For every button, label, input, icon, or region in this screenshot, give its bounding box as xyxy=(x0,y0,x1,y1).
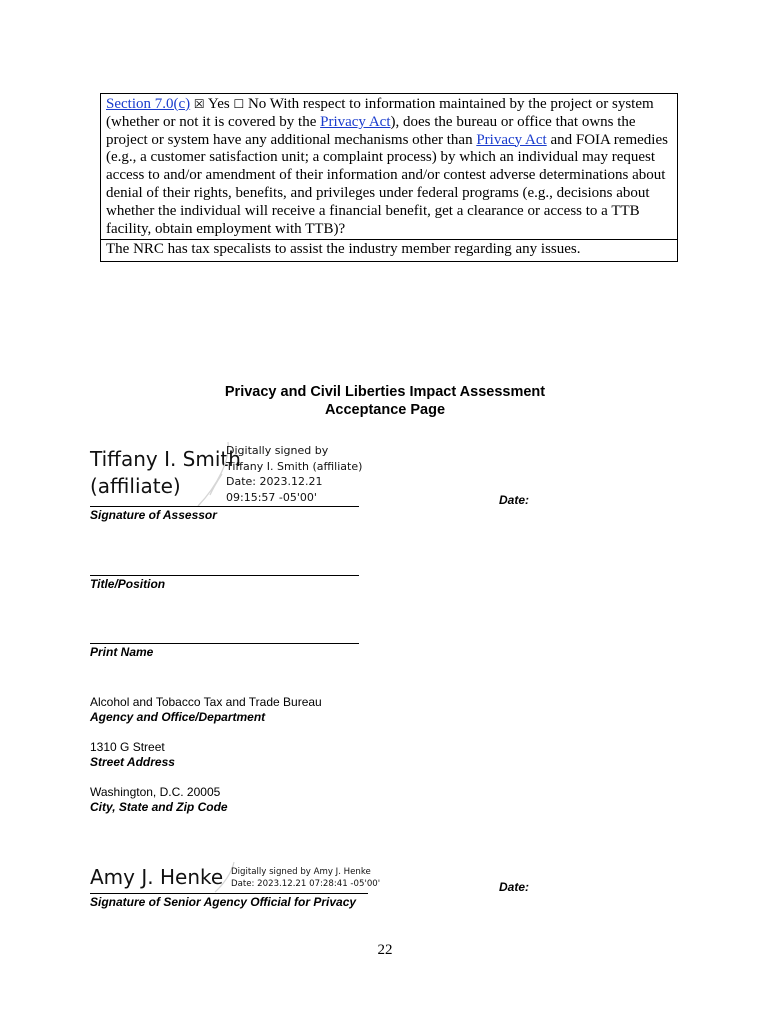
assessor-digital-signature-info xyxy=(226,443,362,505)
section-answer-cell: The NRC has tax specalists to assist the industry member regarding any issues. xyxy=(106,241,581,258)
section-7-0c-table xyxy=(100,93,678,262)
yes-label: Yes xyxy=(207,96,230,112)
privacy-act-link-2[interactable]: Privacy Act xyxy=(476,131,547,148)
street-caption: Street Address xyxy=(90,755,175,769)
official-date-label: Date: xyxy=(499,880,530,894)
page-number: 22 xyxy=(377,942,393,958)
city-value: Washington, D.C. 20005 xyxy=(90,785,221,799)
assessor-caption: Signature of Assessor xyxy=(90,508,217,522)
section-title-link[interactable]: Section 7.0(c) xyxy=(106,96,191,112)
official-signed-line-1: Digitally signed by Amy J. Henke xyxy=(231,867,371,877)
agency-value: Alcohol and Tobacco Tax and Trade Bureau xyxy=(90,695,322,709)
street-value: 1310 G Street xyxy=(90,740,165,754)
assessor-name-line-1: Tiffany I. Smith xyxy=(90,447,241,471)
page-heading xyxy=(0,383,770,419)
title-position-line xyxy=(90,575,359,576)
assessor-signed-line-2: Tiffany I. Smith (affiliate) xyxy=(226,459,363,473)
yes-checkbox[interactable]: ☒ xyxy=(193,97,205,111)
assessor-date-label: Date: xyxy=(499,493,530,507)
official-signer-name: Amy J. Henke xyxy=(90,865,224,889)
assessor-signature-line xyxy=(90,506,359,507)
assessor-name-line-2: (affiliate) xyxy=(90,474,181,498)
agency-caption: Agency and Office/Department xyxy=(90,710,266,724)
assessor-signed-line-3: Date: 2023.12.21 xyxy=(226,475,323,488)
question-text-2: ), does the bureau or office that owns the project or system have any additional mechanisms other than xyxy=(106,113,636,148)
official-digital-signature-info xyxy=(231,866,380,890)
no-checkbox[interactable]: ☐ xyxy=(233,97,245,111)
official-caption: Signature of Senior Agency Official for Privacy xyxy=(90,895,357,909)
official-signed-line-2: Date: 2023.12.21 07:28:41 -05'00' xyxy=(231,879,381,889)
no-label: No xyxy=(247,96,267,112)
assessor-signed-line-1: Digitally signed by xyxy=(226,444,329,457)
title-position-caption: Title/Position xyxy=(90,577,166,591)
print-name-caption: Print Name xyxy=(90,645,154,659)
question-text-3: and FOIA remedies (e.g., a customer satisfaction unit; a complaint process) by which an individual may request access to and/or amendment of their information and/or contest adverse determinations about denial of their rights, benefits, and privileges under federal programs (e.g., decisions about whether the individual will receive a financial benefit, get a clearance or access to a TTB facility, obtain employment with TTB)? xyxy=(106,131,668,237)
print-name-line xyxy=(90,643,359,644)
heading-line-2: Acceptance Page xyxy=(324,402,446,418)
question-text-1: With respect to information maintained by the project or system (whether or not it is covered by the xyxy=(106,96,654,130)
city-caption: City, State and Zip Code xyxy=(90,800,228,814)
privacy-act-link-1[interactable]: Privacy Act xyxy=(320,113,391,130)
section-question-cell xyxy=(101,94,677,240)
heading-line-1: Privacy and Civil Liberties Impact Assessment xyxy=(224,384,546,400)
official-signature-line xyxy=(90,893,368,894)
assessor-signed-line-4: 09:15:57 -05'00' xyxy=(226,490,317,504)
